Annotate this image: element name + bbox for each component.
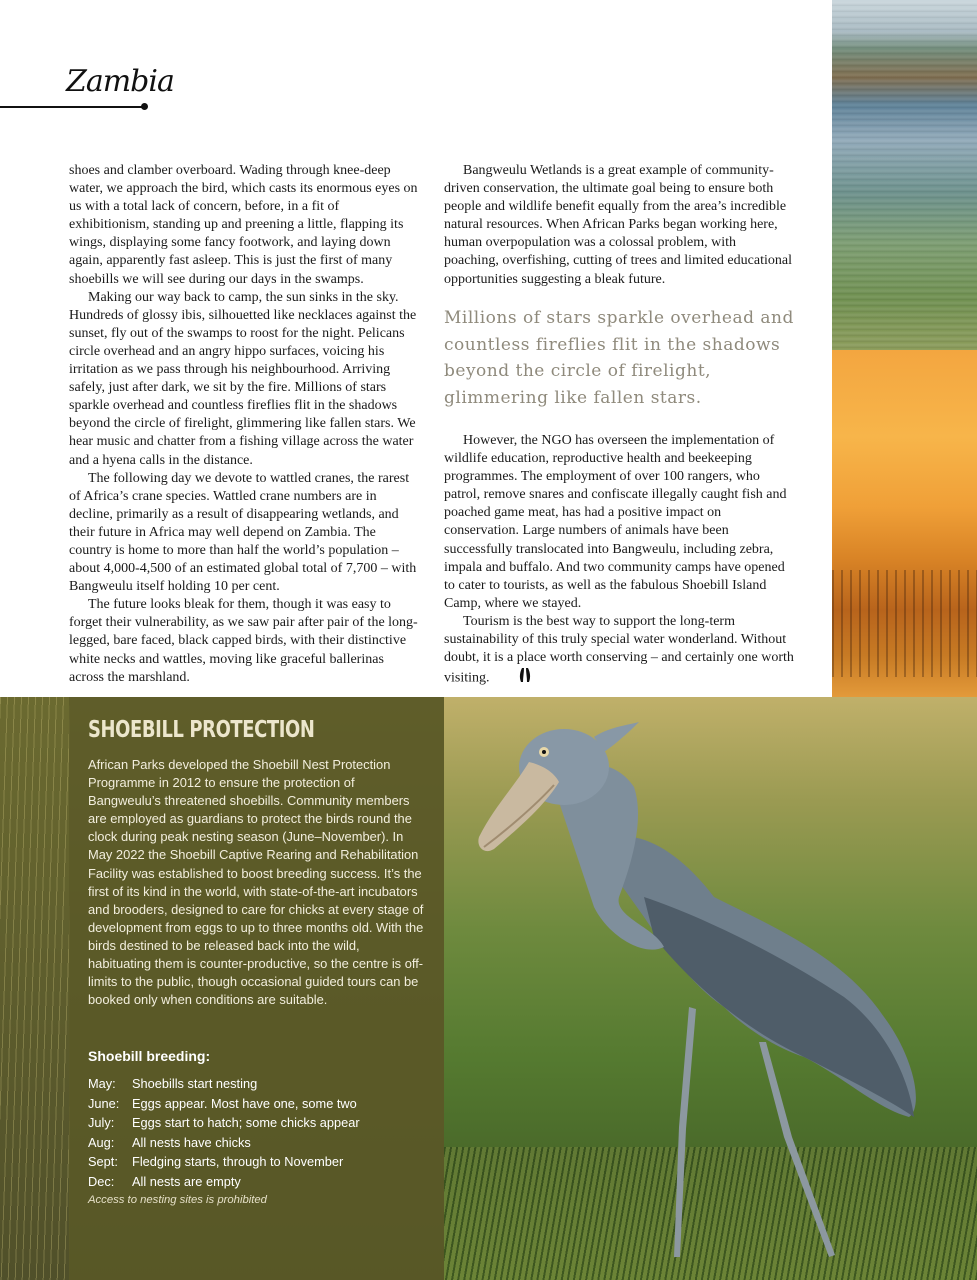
- paragraph: Making our way back to camp, the sun sinks in the sky. Hundreds of glossy ibis, silhouetted like necklaces against the sunset, fly out of the swamps to roost for the night. Pelicans circle overhead and an angry hippo surfaces, voicing his irritation as we pass through his neighbourhood. Arriving safely, just after dark, we sit by the fire. Millions of stars sparkle overhead and countless fireflies flit in the shadows beyond the circle of firelight, glimmering like fallen stars. We hear music and chatter from a fishing village across the water and a hyena calls in the distance.: [69, 289, 417, 468]
- reeds: [0, 697, 70, 1280]
- list-item: [88, 1094, 428, 1114]
- breeding-heading: Shoebill breeding:: [88, 1048, 211, 1064]
- sidebar-body: African Parks developed the Shoebill Nest Protection Programme in 2012 to ensure the protection of Bangweulu’s threatened shoebills. Community members are employed as guardians to protect the birds round the clock during peak nesting season (June–November). In May 2022 the Shoebill Captive Rearing and Rehabilitation Facility was established to boost breeding success. It’s the first of its kind in the world, with state-of-the-art incubators and brooders, designed to care for chicks at every stage of development from eggs to up to three months old. With the birds destined to be released back into the wild, habituating them is counter-productive, so the centre is off-limits to the public, though occasional guided tours can be booked only when conditions are suitable.: [88, 757, 424, 1008]
- header-rule-dot: [141, 103, 148, 110]
- breeding-text: Fledging starts, through to November: [132, 1154, 344, 1170]
- breeding-month: June:: [88, 1095, 120, 1111]
- section-title: Zambia: [66, 64, 174, 99]
- article-column-right-bottom: [444, 432, 794, 689]
- breeding-list: [88, 1074, 428, 1192]
- list-item: [88, 1172, 428, 1192]
- paragraph: The future looks bleak for them, though it was easy to forget their vulnerability, as we saw pair after pair of the long-legged, bare faced, black capped birds, with their distinctive white necks and wattles, moving like graceful ballerinas across the marshland.: [69, 597, 418, 685]
- breeding-text: All nests are empty: [132, 1173, 241, 1189]
- list-item: [88, 1133, 428, 1153]
- breeding-month: May:: [88, 1076, 116, 1091]
- shoebill-bird: [444, 697, 977, 1280]
- breeding-month: Aug:: [88, 1134, 115, 1150]
- paragraph-text: Tourism is the best way to support the long-term sustainability of this truly special water wonderland. Without doubt, it is a place worth conserving – and certainly one worth visiting.: [444, 613, 794, 686]
- sunset-photo-strip: [832, 350, 977, 697]
- sidebar-note: Access to nesting sites is prohibited: [88, 1194, 267, 1206]
- breeding-text: Eggs start to hatch; some chicks appear: [132, 1115, 360, 1131]
- paragraph: However, the NGO has overseen the implementation of wildlife education, reproductive health and beekeeping programmes. The employment of over 100 rangers, who patrol, remove snares and confiscate illegally caught fish and poached game meat, has had a positive impact on conservation. Large numbers of animals have been successfully translocated into Bangweulu, including zebra, impala and buffalo. And two community camps have opened to cater to tourists, as well as the fabulous Shoebill Island Camp, where we stayed.: [444, 433, 787, 611]
- header-rule: [0, 106, 144, 108]
- breeding-text: All nests have chicks: [132, 1134, 251, 1150]
- paragraph: shoes and clamber overboard. Wading through knee-deep water, we approach the bird, which casts its enormous eyes on us with a total lack of concern, before, in a fit of exhibitionism, standing up and preening a little, flapping its wings, displaying some fancy footwork, and laying down again, apparently fast asleep. This is just the first of many shoebills we will see during our days in the swamps.: [69, 163, 418, 287]
- breeding-month: July:: [88, 1115, 115, 1131]
- list-item: [88, 1074, 428, 1094]
- breeding-month: Dec:: [88, 1173, 115, 1189]
- breeding-text: Eggs appear. Most have one, some two: [132, 1095, 357, 1111]
- paragraph: Bangweulu Wetlands is a great example of community-driven conservation, the ultimate goal being to ensure both people and wildlife benefit equally from the area’s incredible natural resources. When African Parks began working here, human overpopulation was a colossal problem, with poaching, overfishing, cutting of trees and limited educational opportunities suggesting a bleak future.: [444, 163, 792, 287]
- breeding-text: Shoebills start nesting: [132, 1076, 258, 1091]
- wetland-photo-strip: [832, 0, 977, 350]
- article-column-left: [69, 162, 419, 687]
- list-item: [88, 1113, 428, 1133]
- paragraph: The following day we devote to wattled cranes, the rarest of Africa’s crane species. Wattled crane numbers are in decline, primarily as a result of disappearing wetlands, and their future in Africa may well depend on Zambia. The country is home to more than half the world’s population – about 4,000-4,500 of an estimated global total of 7,700 – with Bangweulu itself holding 10 per cent.: [69, 470, 417, 595]
- paragraph-last: [444, 613, 794, 689]
- article-column-right-top: [444, 162, 794, 289]
- list-item: [88, 1152, 428, 1172]
- breeding-month: Sept:: [88, 1154, 118, 1170]
- sidebar-title: SHOEBILL PROTECTION: [88, 717, 315, 743]
- end-mark-icon: [500, 667, 531, 689]
- pull-quote: Millions of stars sparkle overhead and countless fireflies flit in the shadows beyond the circle of firelight, glimmering like fallen stars.: [444, 308, 794, 408]
